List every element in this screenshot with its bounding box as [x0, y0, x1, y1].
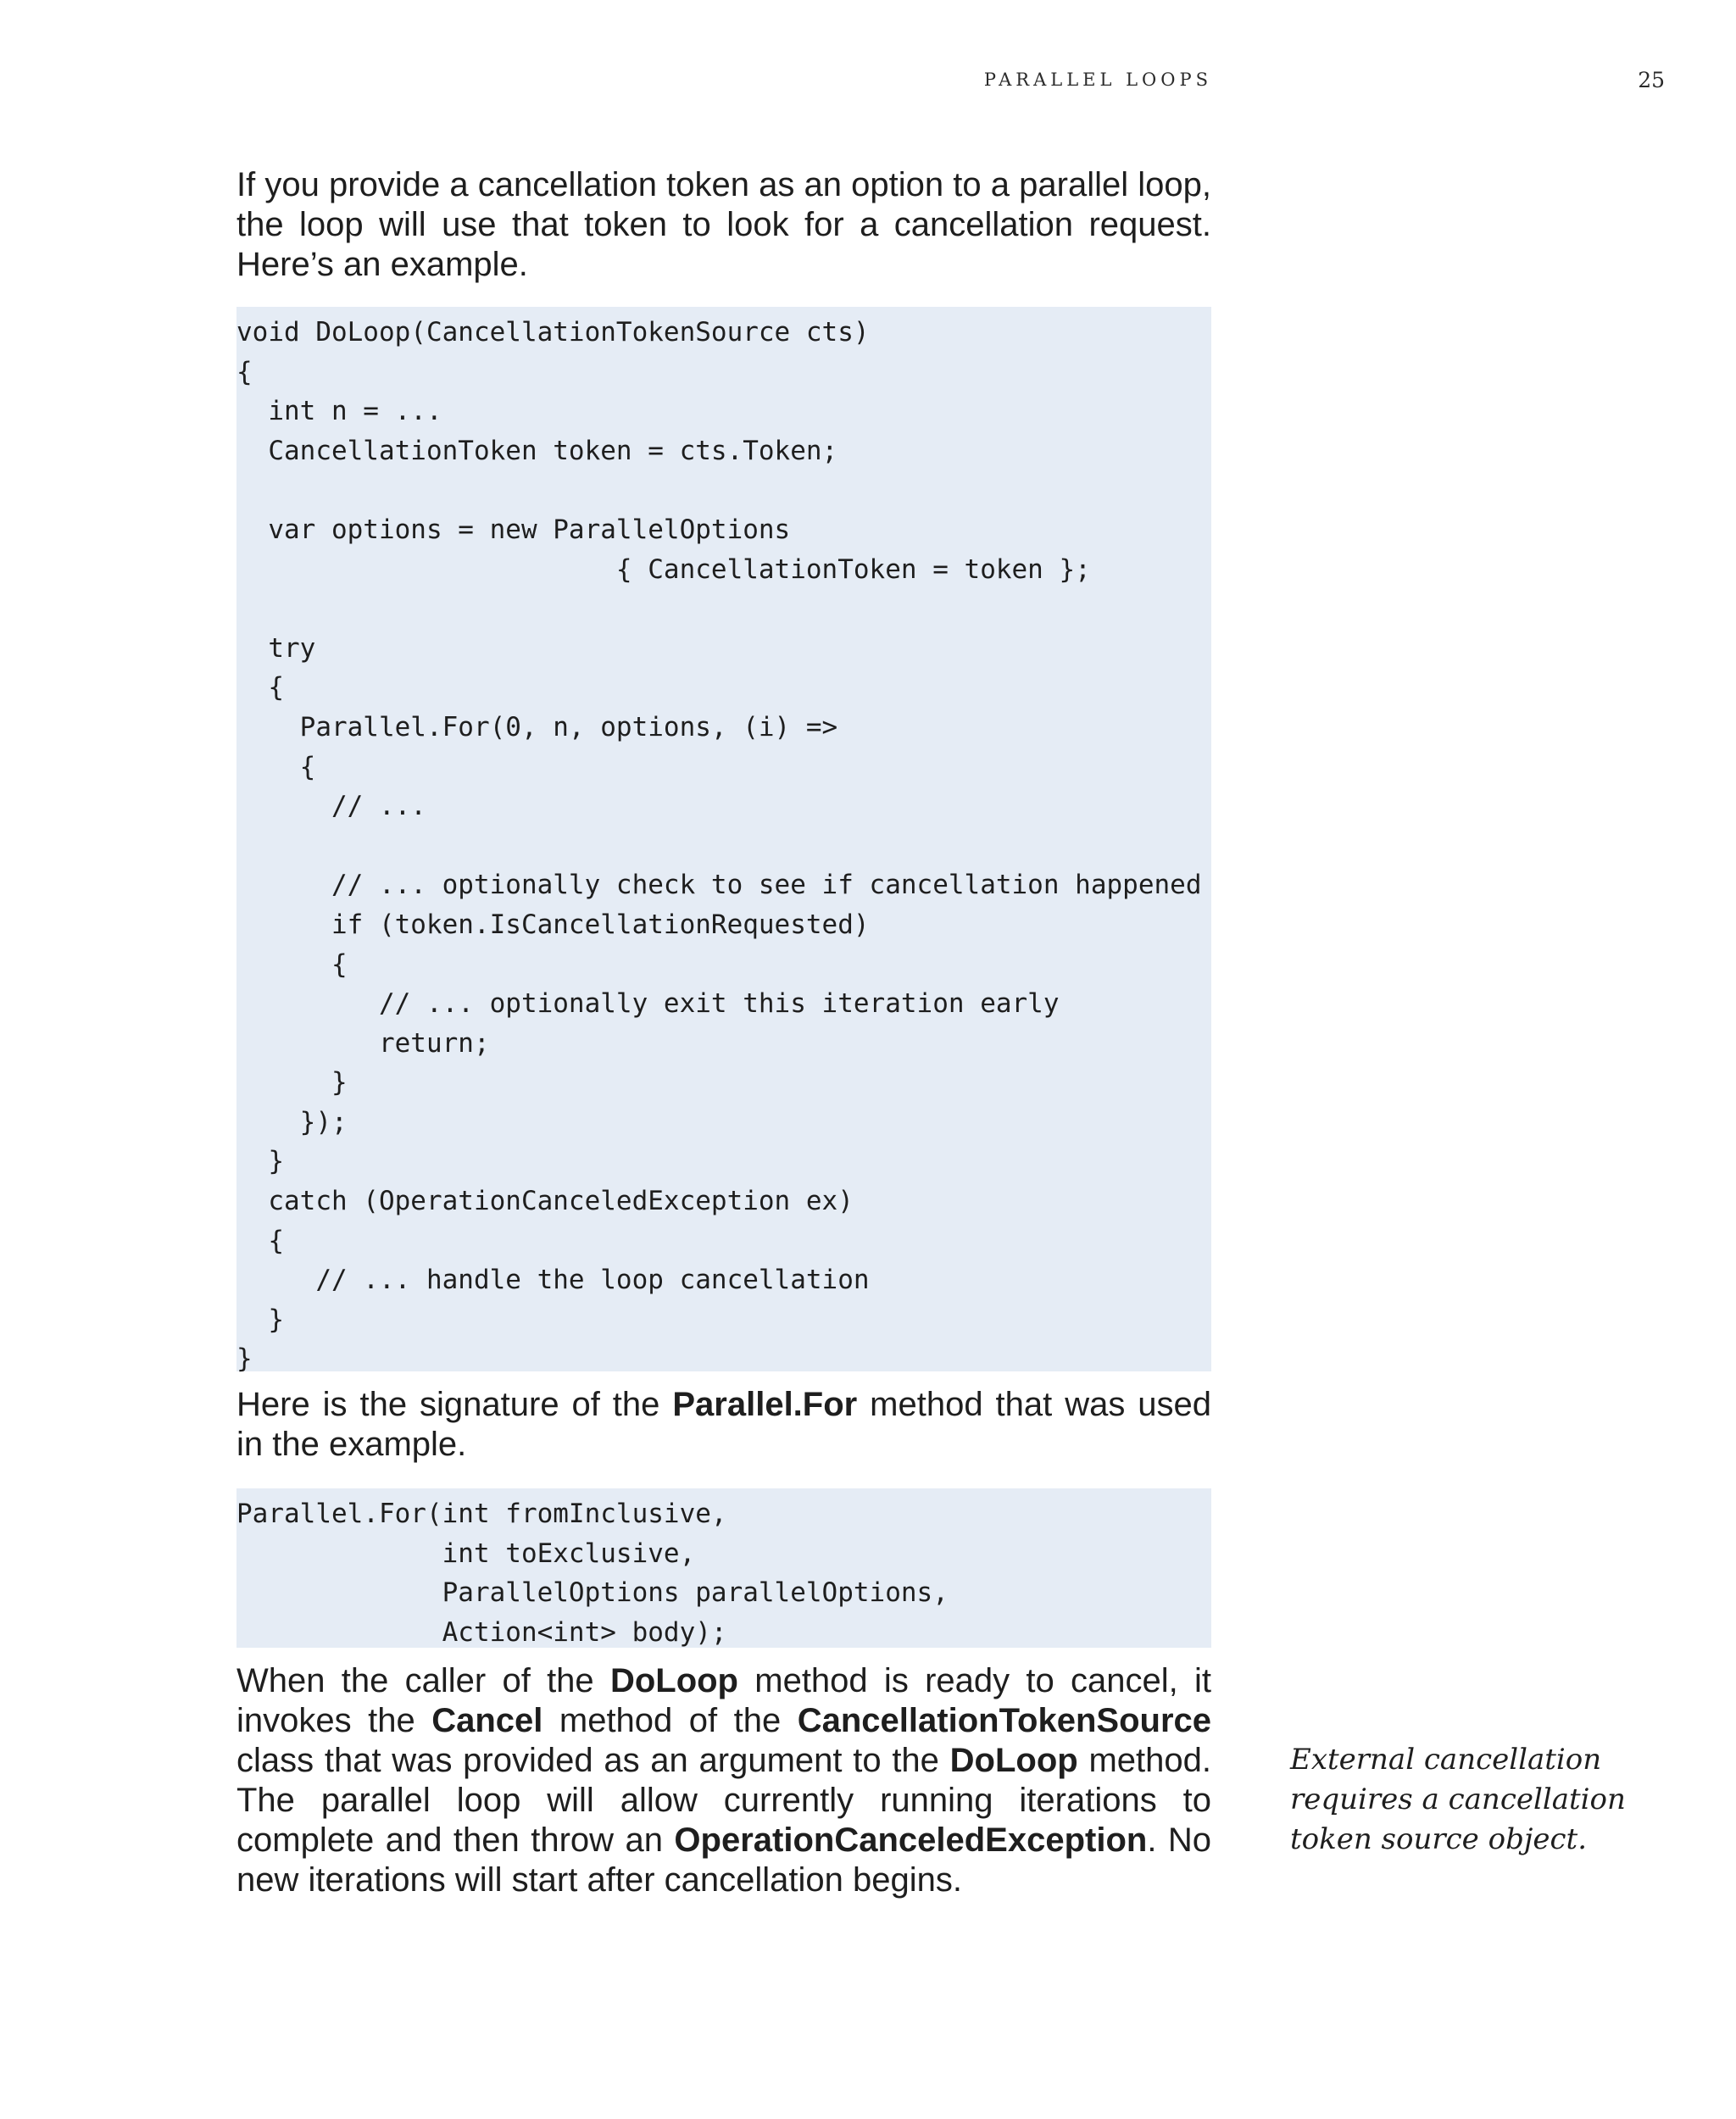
code-line: // ... [236, 791, 426, 822]
code-line: { CancellationToken = token }; [236, 553, 1091, 585]
code-line: catch (OperationCanceledException ex) [236, 1186, 854, 1217]
code-line [236, 826, 1211, 866]
text-run: method. The parallel loop will allow currently running iterations to complete and then throw an [236, 1742, 1211, 1859]
paragraph-signature-intro [236, 1385, 1211, 1465]
code-line: return; [236, 1027, 490, 1059]
code-line: { [236, 672, 284, 704]
paragraph-cancel-explanation [236, 1661, 1211, 1900]
text-run: class that was provided as an argument to the [236, 1742, 950, 1779]
code-line: Action<int> body); [236, 1616, 727, 1648]
text-run: method is ready to cancel, it invokes the [236, 1662, 1212, 1739]
text-run: Here is the signature of the [236, 1386, 673, 1423]
text-run: . No new iterations will start after cancellation begins. [236, 1821, 1212, 1899]
code-line: int n = ... [236, 396, 442, 427]
bold-term: OperationCanceledException [674, 1821, 1148, 1859]
bold-term: Cancel [431, 1702, 543, 1739]
code-line: Parallel.For(0, n, options, (i) => [236, 711, 838, 742]
code-line: } [236, 1304, 284, 1335]
code-line: { [236, 1225, 284, 1256]
bold-term: DoLoop [609, 1662, 738, 1699]
code-line: // ... optionally exit this iteration early [236, 988, 1060, 1020]
code-line: { [236, 948, 348, 980]
text-run: When the caller of the [236, 1662, 610, 1699]
code-line: { [236, 751, 316, 782]
code-line [236, 470, 1211, 510]
code-block-parallel-for-signature [236, 1488, 1211, 1648]
text-run: method of the [542, 1702, 798, 1739]
code-line: } [236, 1146, 284, 1177]
paragraph-intro [236, 165, 1211, 285]
code-block-doloop [236, 307, 1211, 1375]
code-line: CancellationToken token = cts.Token; [236, 435, 838, 466]
code-line: int toExclusive, [236, 1538, 696, 1569]
text-run: If you provide a cancellation token as an option to a parallel loop, the loop will use that token to look for a cancellation request. Here’s an example. [236, 166, 1211, 283]
code-line: } [236, 1343, 253, 1375]
code-line: ParallelOptions parallelOptions, [236, 1577, 949, 1609]
text-run: method that was used in the example. [236, 1386, 1212, 1463]
code-line: if (token.IsCancellationRequested) [236, 909, 870, 940]
page-number: 25 [1638, 68, 1665, 92]
bold-term: DoLoop [949, 1742, 1078, 1779]
bold-term: CancellationTokenSource [797, 1702, 1211, 1739]
margin-note-line: requires a cancellation [1290, 1783, 1626, 1816]
code-line: // ... optionally check to see if cancellation happened [236, 870, 1202, 901]
code-line: }); [236, 1106, 348, 1137]
code-line: } [236, 1067, 348, 1098]
margin-note-line: token source object. [1290, 1822, 1588, 1856]
code-line: void DoLoop(CancellationTokenSource cts) [236, 317, 870, 348]
code-line: // ... handle the loop cancellation [236, 1265, 870, 1296]
code-line [236, 589, 1211, 629]
bold-term: Parallel.For [672, 1386, 858, 1423]
code-line: try [236, 632, 316, 664]
margin-note [1290, 1740, 1629, 1860]
code-line: Parallel.For(int fromInclusive, [236, 1499, 727, 1529]
margin-note-line: External cancellation [1290, 1743, 1602, 1777]
code-line: { [236, 356, 253, 387]
code-line: var options = new ParallelOptions [236, 514, 791, 545]
running-head: PARALLEL LOOPS [983, 70, 1212, 90]
